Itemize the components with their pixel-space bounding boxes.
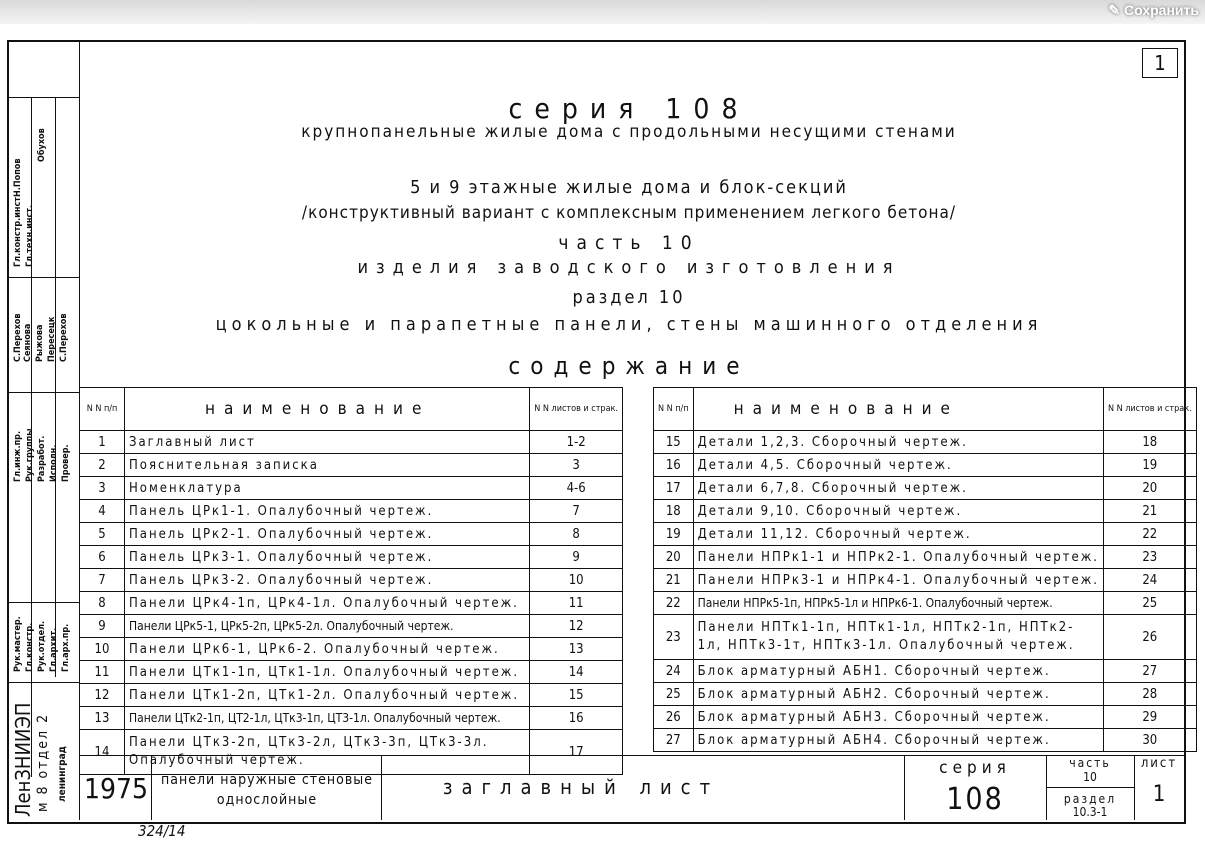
toc-cell-sheets: 18: [1103, 431, 1196, 454]
contents-title: содержание: [508, 352, 750, 380]
sidebar-role2-a: С.Перехов: [13, 313, 23, 362]
save-button[interactable]: ✎ Сохранить: [1108, 2, 1199, 18]
toc-cell-no: 12: [80, 684, 125, 707]
toc-cell-name: Панель ЦРк3-2. Опалубочный чертеж.: [125, 569, 530, 592]
table-row: [80, 707, 623, 730]
stamp-series-no: 108: [946, 782, 1004, 817]
stamp-series-label: серия: [939, 758, 1011, 778]
toc-cell-no: 7: [80, 569, 125, 592]
toc-cell-sheets: 7: [530, 500, 623, 523]
toc-cell-name: Детали 11,12. Сборочный чертеж.: [693, 523, 1103, 546]
toc-cell-name: Детали 6,7,8. Сборочный чертеж.: [693, 477, 1103, 500]
sidebar-role3-c: Разработ.: [37, 435, 47, 482]
toc-header-sheets: N N листов и страк.: [1103, 388, 1196, 431]
toc-cell-sheets: 22: [1103, 523, 1196, 546]
toc-cell-sheets: 24: [1103, 569, 1196, 592]
toc-cell-name: Детали 4,5. Сборочный чертеж.: [693, 454, 1103, 477]
toc-cell-sheets: 1-2: [530, 431, 623, 454]
sidebar-role3-e: Провер.: [61, 444, 71, 482]
stamp-section-label: раздел: [1063, 792, 1117, 806]
toc-cell-no: 27: [654, 729, 694, 752]
toc-cell-no: 8: [80, 592, 125, 615]
sidebar-role3-b: Рук.группы: [25, 428, 35, 482]
toc-cell-name: Панели ЦТк2-1п, ЦТ2-1л, ЦТк3-1п, ЦТ3-1л. Опалубочный чертеж.: [125, 707, 530, 730]
table-row: [80, 500, 623, 523]
toc-cell-no: 17: [654, 477, 694, 500]
toc-cell-sheets: 13: [530, 638, 623, 661]
toc-cell-no: 18: [654, 500, 694, 523]
toc-cell-name: Панели НПРк5-1п, НПРк5-1л и НПРк6-1. Опалубочный чертеж.: [693, 592, 1103, 615]
toc-cell-no: 21: [654, 569, 694, 592]
toc-cell-name: Блок арматурный АБН1. Сборочный чертеж.: [693, 660, 1103, 683]
table-row: [654, 477, 1197, 500]
toc-cell-name: Панели НПРк3-1 и НПРк4-1. Опалубочный чертеж.: [693, 569, 1103, 592]
toc-cell-name: Панель ЦРк1-1. Опалубочный чертеж.: [125, 500, 530, 523]
stamp-part-no: 10: [1083, 770, 1097, 784]
toc-header-name: наименование: [693, 388, 1103, 431]
toc-cell-no: 23: [654, 615, 694, 660]
toc-cell-name: Заглавный лист: [125, 431, 530, 454]
toc-body-right: [654, 431, 1197, 752]
toc-cell-name: Панели ЦРк6-1, ЦРк6-2. Опалубочный чертеж.: [125, 638, 530, 661]
stamp-product: панели наружные стеновые однослойные: [161, 772, 373, 808]
table-row: [80, 477, 623, 500]
sidebar-role3-a: Гл.инж.пр.: [13, 430, 23, 482]
toc-cell-name: Номенклатура: [125, 477, 530, 500]
toc-header-no: N N п/п: [80, 388, 125, 431]
toc-cell-no: 5: [80, 523, 125, 546]
toc-cell-sheets: 17: [530, 730, 623, 775]
sidebar-role2-e: С.Перехов: [59, 313, 69, 362]
toc-cell-no: 2: [80, 454, 125, 477]
table-row: [80, 661, 623, 684]
toc-cell-name: Панели НПТк1-1п, НПТк1-1л, НПТк2-1п, НПТк2-1л, НПТк3-1т, НПТк3-1л. Опалубочный чертеж.: [693, 615, 1103, 660]
toc-cell-sheets: 28: [1103, 683, 1196, 706]
table-row: [80, 592, 623, 615]
table-row: [80, 546, 623, 569]
toc-cell-sheets: 26: [1103, 615, 1196, 660]
viewer-toolbar: [0, 0, 1205, 24]
sidebar-role4-c: Рук.отдел.: [37, 620, 47, 672]
table-row: [654, 683, 1197, 706]
toc-cell-no: 16: [654, 454, 694, 477]
table-row: [654, 500, 1197, 523]
stamp-section-no: 10.3-1: [1072, 805, 1108, 819]
toc-cell-no: 15: [654, 431, 694, 454]
toc-cell-sheets: 4-6: [530, 477, 623, 500]
toc-cell-sheets: 8: [530, 523, 623, 546]
toc-cell-no: 19: [654, 523, 694, 546]
table-row: [654, 706, 1197, 729]
toc-cell-sheets: 25: [1103, 592, 1196, 615]
toc-cell-no: 13: [80, 707, 125, 730]
bottom-note: 324/14: [138, 822, 186, 840]
toc-cell-sheets: 14: [530, 661, 623, 684]
toc-cell-sheets: 10: [530, 569, 623, 592]
toc-cell-no: 3: [80, 477, 125, 500]
title-line4: изделия заводского изготовления: [357, 257, 901, 278]
org-dept: м 8 отдел 2: [35, 712, 51, 812]
toc-cell-sheets: 19: [1103, 454, 1196, 477]
toc-cell-sheets: 16: [530, 707, 623, 730]
sidebar-role3-d: Исполн.: [49, 444, 59, 482]
table-row: [80, 638, 623, 661]
stamp-doc-title: заглавный лист: [442, 775, 720, 799]
sidebar-role1-b: Гл.техн.инст.: [25, 204, 35, 267]
table-row: [80, 684, 623, 707]
toc-cell-sheets: 20: [1103, 477, 1196, 500]
sidebar-role2-d: Пересецк: [47, 316, 57, 362]
toc-header-no: N N п/п: [654, 388, 694, 431]
sidebar-role2-c: Рыжова: [35, 324, 45, 362]
toc-cell-no: 24: [654, 660, 694, 683]
title-line5: цокольные и парапетные панели, стены машинного отделения: [215, 314, 1043, 335]
sidebar-role4-b: Гл.констр.: [25, 622, 35, 672]
table-row: [80, 730, 623, 775]
stamp-year: 1975: [83, 772, 149, 805]
table-row: [654, 454, 1197, 477]
toc-header-sheets: N N листов и страк.: [530, 388, 623, 431]
table-row: [80, 569, 623, 592]
table-row: [654, 729, 1197, 752]
toc-cell-name: Панель ЦРк3-1. Опалубочный чертеж.: [125, 546, 530, 569]
pencil-icon: ✎: [1108, 2, 1121, 18]
table-row: [80, 431, 623, 454]
toc-cell-name: Панели НПРк1-1 и НПРк2-1. Опалубочный чертеж.: [693, 546, 1103, 569]
table-row: [80, 523, 623, 546]
toc-cell-no: 1: [80, 431, 125, 454]
toc-cell-no: 26: [654, 706, 694, 729]
table-row: [654, 615, 1197, 660]
toc-cell-name: Панели ЦТк1-2п, ЦТк1-2л. Опалубочный чертеж.: [125, 684, 530, 707]
sidebar-role4-a: Рук.мастер.: [13, 616, 23, 672]
toc-cell-name: Панель ЦРк2-1. Опалубочный чертеж.: [125, 523, 530, 546]
toc-cell-name: Блок арматурный АБН4. Сборочный чертеж.: [693, 729, 1103, 752]
toc-table-left: [79, 387, 623, 775]
toc-cell-sheets: 9: [530, 546, 623, 569]
stamp-part-label: часть: [1069, 756, 1111, 770]
table-row: [654, 546, 1197, 569]
section-title: раздел 10: [572, 287, 686, 308]
table-row: [654, 569, 1197, 592]
toc-cell-no: 6: [80, 546, 125, 569]
table-row: [654, 523, 1197, 546]
org-city: ленинград: [57, 746, 68, 802]
series-title: серия 108: [508, 92, 750, 125]
table-row: [80, 615, 623, 638]
title-line2: 5 и 9 этажные жилые дома и блок-секций: [410, 177, 848, 198]
org-name: ЛенЗНИИЭП: [11, 702, 35, 817]
title-line3: /конструктивный вариант с комплексным применением легкого бетона/: [301, 203, 957, 223]
drawing-sheet: [7, 40, 1192, 824]
toc-cell-sheets: 12: [530, 615, 623, 638]
toc-cell-name: Панели ЦТк1-1п, ЦТк1-1л. Опалубочный чертеж.: [125, 661, 530, 684]
toc-cell-no: 22: [654, 592, 694, 615]
toc-body-left: [80, 431, 623, 775]
toc-cell-sheets: 23: [1103, 546, 1196, 569]
toc-cell-sheets: 11: [530, 592, 623, 615]
toc-cell-sheets: 21: [1103, 500, 1196, 523]
toc-cell-sheets: 27: [1103, 660, 1196, 683]
toc-cell-name: Панели ЦРк4-1п, ЦРк4-1л. Опалубочный чертеж.: [125, 592, 530, 615]
toc-cell-no: 10: [80, 638, 125, 661]
sidebar-top-2: Обухов: [37, 128, 47, 162]
table-row: [654, 660, 1197, 683]
sidebar-role1-a: Гл.констр.инст.: [13, 193, 23, 267]
toc-cell-sheets: 30: [1103, 729, 1196, 752]
toc-cell-no: 20: [654, 546, 694, 569]
toc-cell-no: 4: [80, 500, 125, 523]
toc-cell-name: Панели ЦРк5-1, ЦРк5-2п, ЦРк5-2л. Опалубочный чертеж.: [125, 615, 530, 638]
toc-cell-name: Детали 1,2,3. Сборочный чертеж.: [693, 431, 1103, 454]
sidebar-role4-e: Гл.арх.пр.: [61, 623, 71, 672]
table-row: [654, 431, 1197, 454]
table-row: [80, 454, 623, 477]
sidebar-role4-d: Гл.архит.: [49, 627, 59, 672]
toc-cell-sheets: 29: [1103, 706, 1196, 729]
toc-cell-sheets: 3: [530, 454, 623, 477]
toc-cell-sheets: 15: [530, 684, 623, 707]
toc-cell-no: 25: [654, 683, 694, 706]
stamp-sheet-no: 1: [1152, 782, 1166, 807]
toc-cell-name: Блок арматурный АБН2. Сборочный чертеж.: [693, 683, 1103, 706]
toc-table-right: [653, 387, 1197, 752]
sidebar-top-1: Н.Попов: [13, 158, 23, 197]
part-title: часть 10: [558, 232, 700, 254]
toc-cell-name: Детали 9,10. Сборочный чертеж.: [693, 500, 1103, 523]
toc-cell-name: Блок арматурный АБН3. Сборочный чертеж.: [693, 706, 1103, 729]
sidebar-role2-b: Сеянова: [23, 323, 33, 362]
toc-cell-name: Панели ЦТк3-2п, ЦТк3-2л, ЦТк3-3п, ЦТк3-3л. Опалубочный чертеж.: [125, 730, 530, 775]
sheet-number: 1: [1142, 48, 1178, 78]
toc-header-name: наименование: [125, 388, 530, 431]
toc-cell-no: 9: [80, 615, 125, 638]
toc-cell-no: 11: [80, 661, 125, 684]
toc-cell-no: 14: [80, 730, 125, 775]
stamp-sheet-label: лист: [1140, 756, 1178, 771]
toc-cell-name: Пояснительная записка: [125, 454, 530, 477]
title-line1: крупнопанельные жилые дома с продольными несущими стенами: [301, 122, 957, 142]
table-row: [654, 592, 1197, 615]
